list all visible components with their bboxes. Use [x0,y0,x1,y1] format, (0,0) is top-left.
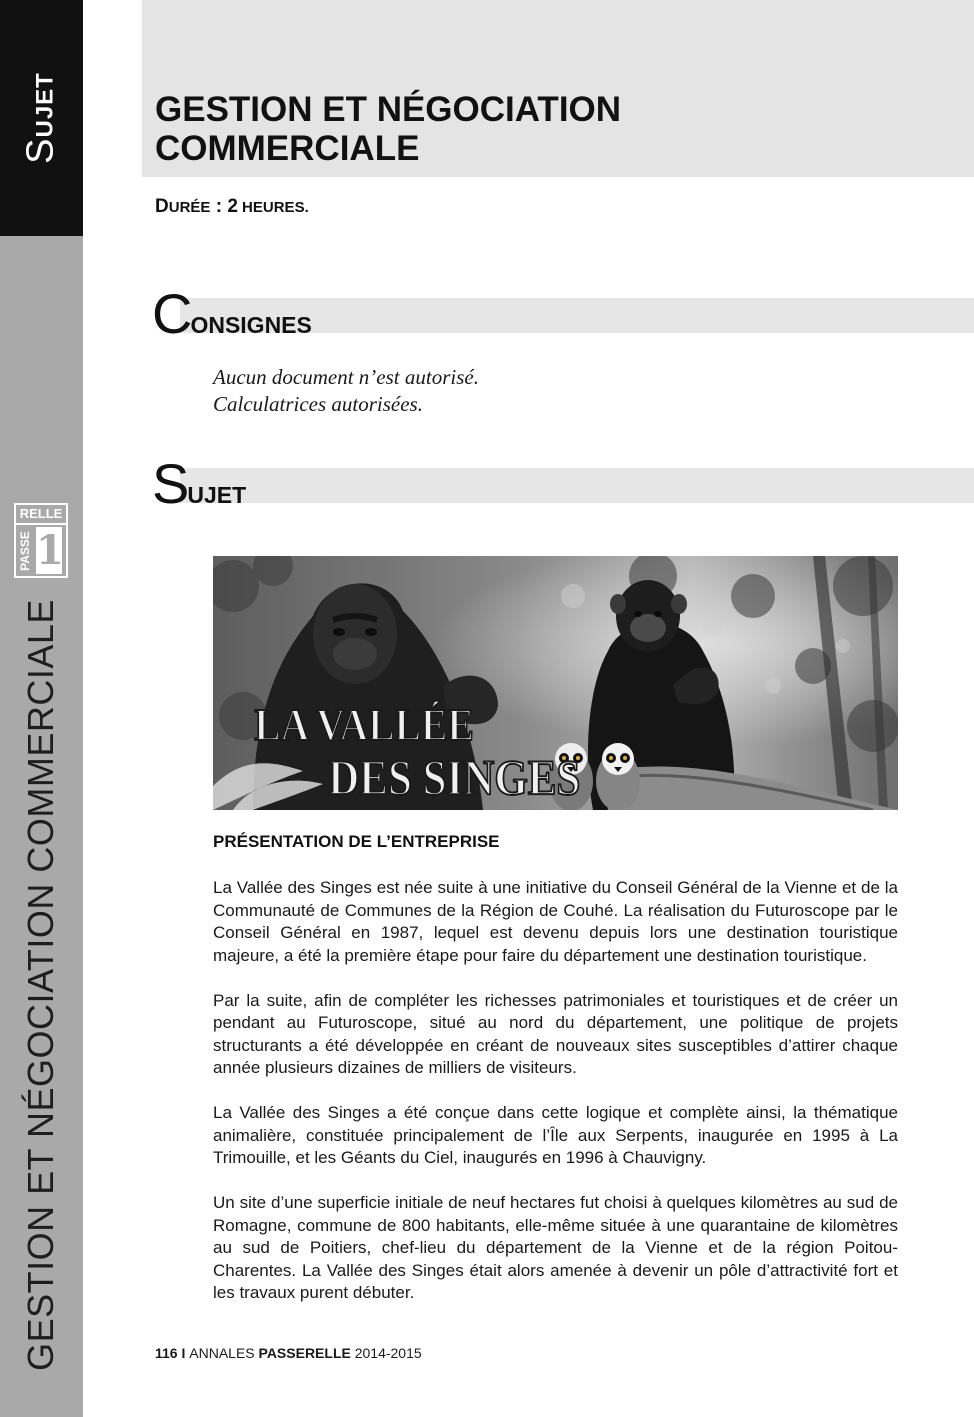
consignes-line-1: Aucun document n’est autorisé. [213,365,479,389]
duration-number: 2 [227,196,238,217]
paragraph-4: Un site d’une superficie initiale de neuf hectares fut choisi à quelques kilomètres au sud de Romagne, commune de 800 habitants, elle-même située à une quarantaine de kilomètres au sud de Poitiers, chef-lieu du département de la Vienne et de la région Poitou-Charentes. La Vallée des Singes était alors amenée à devenir un pôle d’attractivité fort et les travaux purent débuter. [213,1193,898,1302]
consignes-text [213,364,479,418]
sujet-heading-rest: UJET [187,482,247,508]
footer-separator: I [177,1345,190,1361]
logo-side-text: PASSE [18,531,32,571]
paragraph-1: La Vallée des Singes est née suite à une initiative du Conseil Général de la Vienne et de la Communauté de Communes de la Région de Couhé. La réalisation du Futuroscope par le Conseil Général en 1987, lequel est devenu depuis lors une destination touristique majeure, a été la première étape pour faire du département une destination touristique. [213,878,898,965]
paragraph-3: La Vallée des Singes a été conçue dans cette logique et complète ainsi, la thématique animalière, constituée principalement de l’Île aux Serpents, inaugurée en 1995 à La Trimouille, et les Géants du Ciel, inaugurés en 1996 à Chauvigny. [213,1103,898,1167]
consignes-heading-rest: ONSIGNES [190,312,312,338]
photo-illustration [213,556,898,810]
page-title-line2: COMMERCIALE [155,129,420,168]
page-footer [155,1345,422,1361]
banner-title-line2: DES SINGES [328,750,581,806]
logo-number: 1 [36,527,64,574]
logo-top-text: RELLE [16,505,66,525]
duration [155,196,309,218]
page-title [155,90,621,168]
footer-brand: PASSERELLE [258,1345,351,1361]
duration-unit: HEURES. [237,199,309,216]
footer-years: 2014-2015 [350,1345,422,1361]
sidebar-section-rest: UJET [31,72,59,138]
consignes-heading [152,281,312,346]
vallee-des-singes-photo [213,556,898,810]
sidebar-vertical-title: GESTION ET NÉGOCIATION COMMERCIALE [20,599,61,1371]
duration-rest: URÉE [168,199,211,216]
sidebar-section-cap: S [19,137,62,164]
paragraph-2: Par la suite, afin de compléter les richesses patrimoniales et touristiques et de créer un pendant au Futuroscope, situé au nord du département, une politique de projets structurants a été développée en créant de nouveaux sites susceptibles d’attirer chaque année plusieurs dizaines de milliers de visiteurs. [213,990,898,1077]
duration-cap: D [155,196,169,217]
sujet-band [180,468,974,503]
passerelle-logo [14,503,68,578]
sidebar-section-label [20,72,63,164]
sujet-heading-cap: S [152,452,188,515]
section-subheading: PRÉSENTATION DE L’ENTREPRISE [213,832,500,851]
body-text [213,877,898,1327]
footer-annales: ANNALES [189,1345,259,1361]
sujet-heading [152,451,246,516]
consignes-line-2: Calculatrices autorisées. [213,392,423,416]
logo-side-box [18,525,32,576]
duration-colon: : [210,196,228,217]
page-title-line1: GESTION ET NÉGOCIATION [155,90,622,129]
banner-title-line1: LA VALLÉE [254,700,474,751]
consignes-heading-cap: C [152,282,191,345]
footer-page-number: 116 [155,1345,178,1361]
